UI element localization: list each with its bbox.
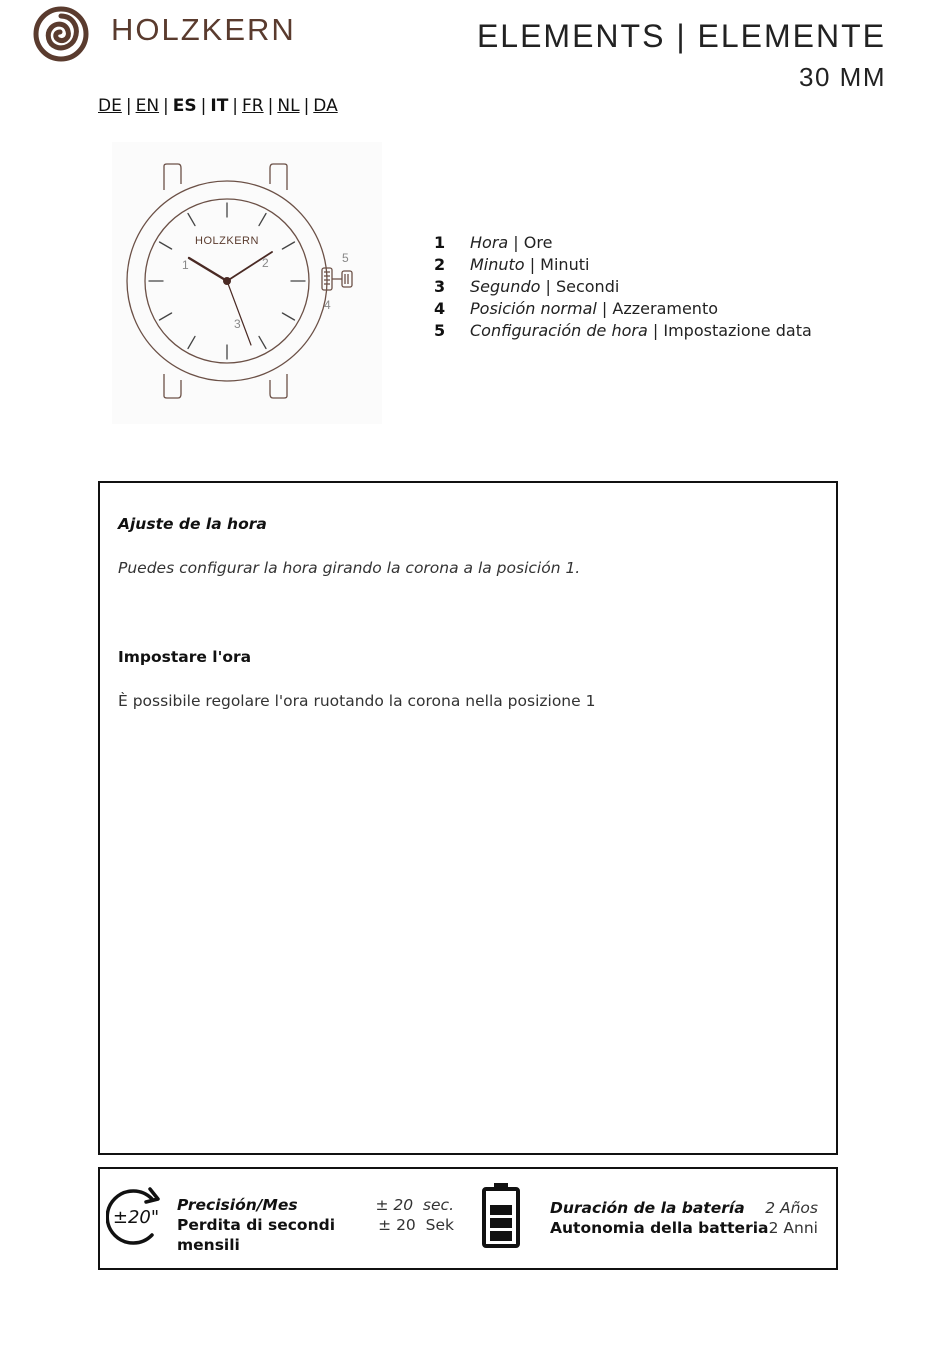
legend-item — [434, 254, 812, 276]
legend-separator: | — [529, 255, 536, 274]
brand-name: HOLZKERN — [111, 12, 296, 47]
lang-link-da[interactable]: DA — [313, 96, 338, 116]
parts-legend — [434, 232, 812, 342]
battery-value-es: 2 Años — [765, 1199, 818, 1217]
lang-separator: | — [125, 96, 132, 116]
callout-label-3: 3 — [234, 317, 241, 331]
language-switcher — [98, 96, 338, 116]
lang-separator: | — [163, 96, 169, 116]
lang-link-nl[interactable]: NL — [277, 96, 300, 116]
watch-size: 30 MM — [799, 62, 886, 92]
callout-label-5: 5 — [342, 251, 349, 265]
legend-number: 5 — [434, 321, 446, 340]
accuracy-label-es: Precisión/Mes — [177, 1196, 298, 1214]
battery-value-it: 2 Anni — [768, 1219, 818, 1237]
section-title-it: Impostare l'ora — [118, 648, 252, 666]
accuracy-icon-text: ±20" — [112, 1207, 160, 1228]
legend-label-es: Posición normal — [470, 299, 597, 318]
battery-label-it: Autonomia della batteria — [550, 1219, 769, 1237]
callout-label-4: 4 — [324, 298, 331, 312]
battery-label-es: Duración de la batería — [550, 1199, 745, 1217]
legend-label-es: Segundo — [470, 277, 541, 296]
legend-item — [434, 276, 812, 298]
accuracy-label-it-line1: Perdita di secondi — [177, 1216, 336, 1234]
lang-separator: | — [267, 96, 274, 116]
lang-separator: | — [303, 96, 310, 116]
legend-label-it: Ore — [523, 233, 553, 252]
legend-label-es: Configuración de hora — [470, 321, 648, 340]
section-text-it: È possibile regolare l'ora ruotando la corona nella posizione 1 — [118, 692, 596, 710]
legend-label-it: Secondi — [555, 277, 620, 296]
legend-label-it: Impostazione data — [663, 321, 812, 340]
accuracy-value-it: ± 20 Sek — [378, 1216, 454, 1234]
legend-label-es: Hora — [470, 233, 509, 252]
lang-link-de[interactable]: DE — [98, 96, 122, 116]
legend-separator: | — [601, 299, 608, 318]
lang-link-en[interactable]: EN — [135, 96, 160, 116]
lang-link-fr[interactable]: FR — [242, 96, 264, 116]
legend-label-it: Minuti — [540, 255, 590, 274]
document-title: ELEMENTS | ELEMENTE — [476, 18, 886, 54]
section-text-es: Puedes configurar la hora girando la corona a la posición 1. — [118, 559, 581, 577]
accuracy-value-es: ± 20 sec. — [375, 1196, 454, 1214]
legend-separator: | — [545, 277, 551, 296]
dial-brand-text: HOLZKERN — [195, 235, 259, 247]
section-title-es: Ajuste de la hora — [118, 515, 267, 533]
battery-icon — [480, 1181, 522, 1249]
callout-label-2: 2 — [262, 256, 269, 270]
accuracy-icon — [106, 1185, 164, 1247]
legend-item — [434, 232, 812, 254]
legend-number: 2 — [434, 255, 446, 274]
legend-item — [434, 320, 812, 342]
callout-label-1: 1 — [182, 258, 189, 272]
lang-current-it: IT — [210, 96, 229, 116]
legend-number: 4 — [434, 299, 446, 318]
legend-label-it: Azzeramento — [612, 299, 719, 318]
legend-label-es: Minuto — [470, 255, 525, 274]
lang-separator: | — [200, 96, 207, 116]
specs-box — [98, 1167, 838, 1270]
legend-item — [434, 298, 812, 320]
instructions-box — [98, 481, 838, 1155]
lang-separator: | — [232, 96, 239, 116]
accuracy-label-it-line2: mensili — [177, 1236, 240, 1254]
legend-number: 1 — [434, 233, 446, 252]
legend-separator: | — [652, 321, 659, 340]
watch-diagram — [112, 142, 382, 424]
legend-number: 3 — [434, 277, 446, 296]
spiral-logo-icon — [32, 4, 90, 62]
legend-separator: | — [513, 233, 519, 252]
lang-current-es: ES — [172, 96, 197, 116]
